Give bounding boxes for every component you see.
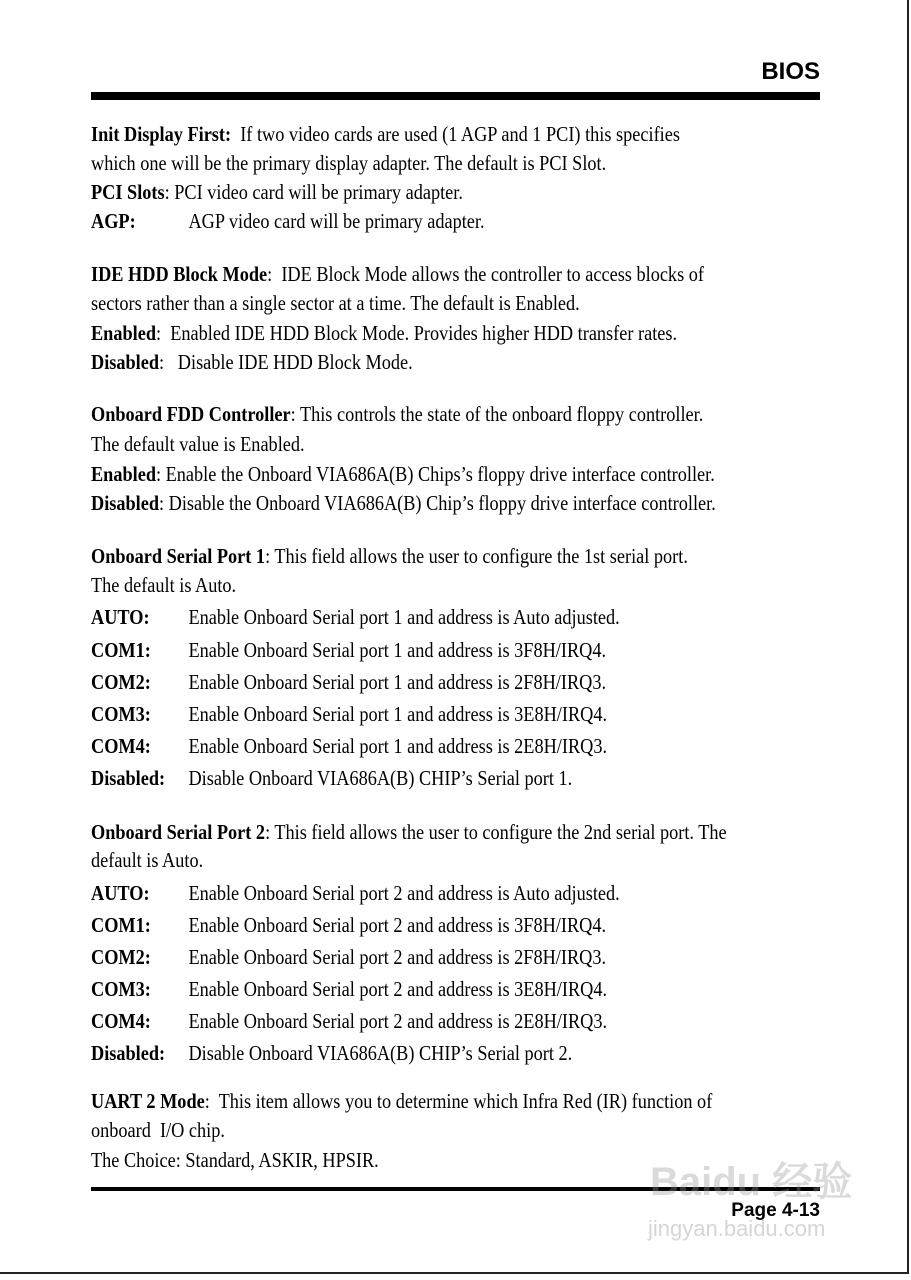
term-description: Enable Onboard Serial port 1 and address is Auto adjusted. [188, 605, 620, 629]
term-description: If two video cards are used (1 AGP and 1 PCI) this specifies [231, 122, 680, 146]
term-label: Onboard Serial Port 1 [91, 544, 266, 568]
term-label: COM4: [91, 1009, 151, 1033]
text-line [91, 702, 607, 726]
term-label: AGP: [91, 209, 136, 233]
term-label: PCI Slots [91, 180, 165, 204]
text-line [91, 573, 236, 597]
term-label: Disabled: [91, 1041, 166, 1065]
text-line [91, 291, 580, 315]
text-line [91, 881, 620, 905]
term-label: COM4: [91, 734, 151, 758]
term-label: Disabled [91, 350, 160, 374]
text-line [91, 913, 606, 937]
term-label: COM2: [91, 670, 151, 694]
term-label: Enabled [91, 321, 156, 345]
term-description: The default value is Enabled. [91, 432, 305, 456]
footer-rule [91, 1187, 820, 1191]
term-label: Onboard Serial Port 2 [91, 820, 266, 844]
text-line [91, 122, 680, 146]
text-line [91, 402, 703, 426]
term-label: AUTO: [91, 605, 150, 629]
page-border-right [907, 0, 909, 1274]
text-line [91, 462, 715, 486]
term-description: : PCI video card will be primary adapter. [164, 180, 463, 204]
text-line [91, 670, 606, 694]
term-description: : This field allows the user to configure the 2nd serial port. The [265, 820, 727, 844]
term-description: onboard I/O chip. [91, 1118, 225, 1142]
term-label: Disabled [91, 491, 160, 515]
text-line [91, 432, 305, 456]
text-line [91, 321, 677, 345]
term-label: COM2: [91, 945, 151, 969]
term-label: AUTO: [91, 881, 150, 905]
text-line [91, 1118, 225, 1142]
term-label: COM1: [91, 913, 151, 937]
text-line [91, 350, 413, 374]
term-description: : This controls the state of the onboard floppy controller. [290, 402, 704, 426]
header-title: BIOS [761, 58, 820, 85]
text-line [91, 638, 606, 662]
text-line [91, 1041, 572, 1065]
term-description: Disable Onboard VIA686A(B) CHIP’s Serial port 1. [188, 766, 573, 790]
term-description: Enable Onboard Serial port 2 and address is 3E8H/IRQ4. [188, 977, 608, 1001]
term-description: : Disable IDE HDD Block Mode. [159, 350, 413, 374]
term-description: The default is Auto. [91, 573, 237, 597]
term-description: : Disable the Onboard VIA686A(B) Chip’s floppy drive interface controller. [159, 491, 716, 515]
term-description: Enable Onboard Serial port 1 and address is 2F8H/IRQ3. [188, 670, 607, 694]
text-line [91, 734, 607, 758]
term-description: Enable Onboard Serial port 1 and address is 3E8H/IRQ4. [188, 702, 608, 726]
header-rule [91, 92, 820, 100]
watermark-logo: Baidu 经验 [650, 1160, 853, 1204]
watermark-url: jingyan.baidu.com [648, 1216, 826, 1241]
term-label: Enabled [91, 462, 156, 486]
term-description: sectors rather than a single sector at a time. The default is Enabled. [91, 291, 580, 315]
term-label: IDE HDD Block Mode [91, 262, 268, 286]
term-label: Disabled: [91, 766, 166, 790]
term-label: Onboard FDD Controller [91, 402, 291, 426]
text-line [91, 180, 463, 204]
term-description: Enable Onboard Serial port 1 and address is 2E8H/IRQ3. [188, 734, 608, 758]
term-description: Enable Onboard Serial port 1 and address is 3F8H/IRQ4. [188, 638, 607, 662]
term-label: COM3: [91, 702, 151, 726]
text-line [91, 820, 727, 844]
text-line [91, 848, 203, 872]
term-description: : Enable the Onboard VIA686A(B) Chips’s floppy drive interface controller. [155, 462, 715, 486]
text-line [91, 977, 607, 1001]
term-description: Enable Onboard Serial port 2 and address is Auto adjusted. [188, 881, 620, 905]
term-description: AGP video card will be primary adapter. [188, 209, 485, 233]
page-number: Page 4-13 [731, 1200, 820, 1221]
term-description: default is Auto. [91, 848, 204, 872]
text-line [91, 1148, 379, 1172]
text-line [91, 766, 572, 790]
term-label: COM1: [91, 638, 151, 662]
term-description: Enable Onboard Serial port 2 and address is 3F8H/IRQ4. [188, 913, 607, 937]
text-line [91, 1009, 607, 1033]
text-line [91, 151, 606, 175]
term-description: Enable Onboard Serial port 2 and address is 2E8H/IRQ3. [188, 1009, 608, 1033]
page-border-bottom [0, 1272, 909, 1274]
term-description: The Choice: Standard, ASKIR, HPSIR. [91, 1148, 379, 1172]
term-description: : This field allows the user to configure the 1st serial port. [265, 544, 688, 568]
text-line [91, 605, 620, 629]
term-description: : IDE Block Mode allows the controller to access blocks of [267, 262, 704, 286]
term-label: Init Display First: [91, 122, 232, 146]
text-line [91, 544, 688, 568]
term-description: Disable Onboard VIA686A(B) CHIP’s Serial port 2. [188, 1041, 573, 1065]
text-line [91, 262, 704, 286]
text-line [91, 1089, 712, 1113]
term-label: UART 2 Mode [91, 1089, 205, 1113]
term-label: COM3: [91, 977, 151, 1001]
text-line [91, 491, 716, 515]
text-line [91, 945, 606, 969]
term-description: : This item allows you to determine which Infra Red (IR) function of [204, 1089, 713, 1113]
term-description: Enable Onboard Serial port 2 and address is 2F8H/IRQ3. [188, 945, 607, 969]
term-description: : Enabled IDE HDD Block Mode. Provides higher HDD transfer rates. [155, 321, 678, 345]
term-description: which one will be the primary display adapter. The default is PCI Slot. [91, 151, 607, 175]
text-line [91, 209, 485, 233]
